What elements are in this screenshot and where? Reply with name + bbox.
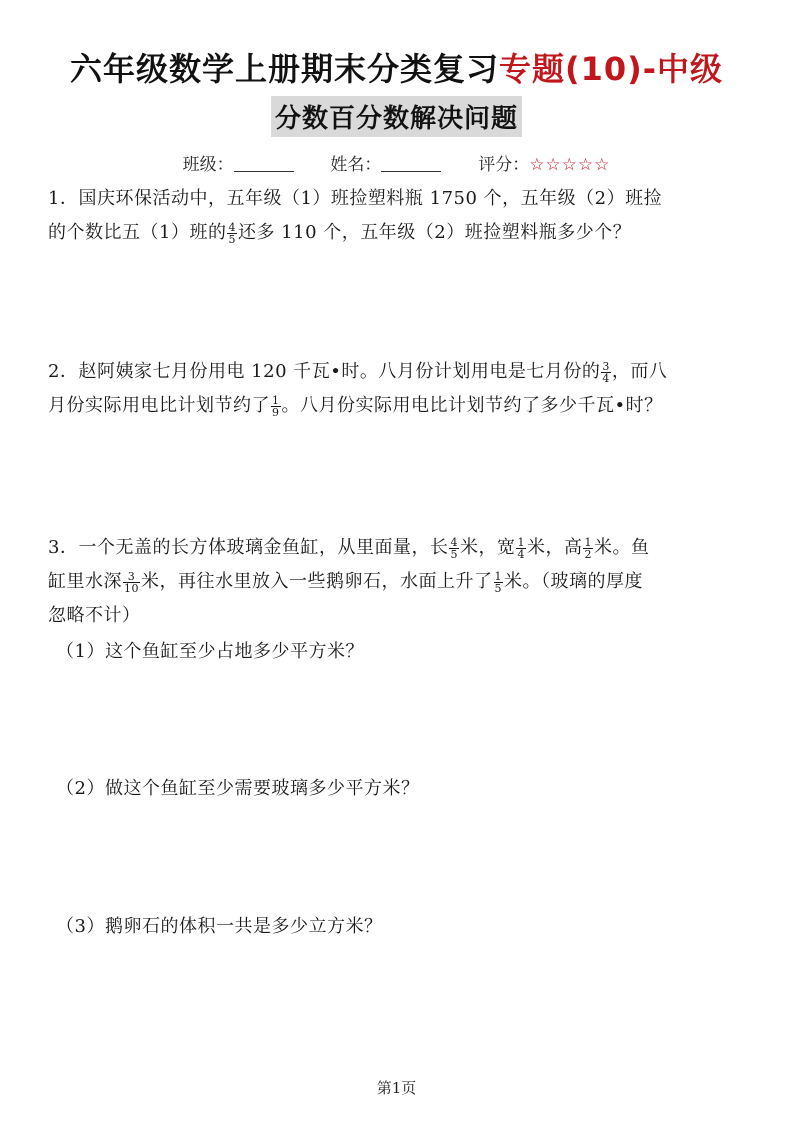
fraction-numerator: 1	[584, 535, 592, 549]
page-title	[0, 44, 793, 90]
class-blank	[234, 157, 294, 172]
question-2	[48, 355, 748, 423]
fraction-denominator: 2	[584, 547, 592, 561]
fraction	[227, 222, 237, 245]
fraction-denominator: 4	[517, 547, 525, 561]
q2-text-b: ，而八	[611, 361, 668, 382]
fraction-numerator: 1	[494, 569, 502, 583]
fraction-denominator: 5	[228, 232, 236, 246]
question-2-line-2	[48, 389, 748, 423]
question-3-part-2: （2）做这个鱼缸至少需要玻璃多少平方米？	[56, 778, 420, 799]
fraction-denominator: 9	[272, 405, 280, 419]
title-accent: 专题(10)-中级	[498, 50, 724, 88]
q3-text-d: 米。鱼	[593, 537, 650, 558]
question-2-line-1	[48, 355, 748, 389]
question-3-line-2	[48, 565, 748, 599]
title-main: 六年级数学上册期末分类复习	[69, 50, 499, 88]
fraction	[583, 537, 593, 560]
fraction	[516, 537, 526, 560]
question-1	[48, 182, 748, 250]
fraction	[271, 395, 281, 418]
q2-text-a: 2．赵阿姨家七月份用电 120 千瓦•时。八月份计划用电是七月份的	[48, 361, 601, 382]
name-blank	[381, 157, 441, 172]
q2-text-d: 。八月份实际用电比计划节约了多少千瓦•时？	[281, 395, 663, 416]
q3-text-g: 米。（玻璃的厚度	[504, 571, 643, 592]
q2-text-c: 月份实际用电比计划节约了	[48, 395, 270, 416]
student-info-line	[0, 150, 793, 175]
score-label: 评分：	[478, 155, 530, 175]
fraction	[601, 361, 611, 384]
fraction-denominator: 4	[602, 371, 610, 385]
question-3	[48, 531, 748, 633]
question-1-line-2	[48, 216, 748, 250]
question-3-line-1	[48, 531, 748, 565]
q3-text-f: 米，再往水里放入一些鹅卵石，水面上升了	[141, 571, 493, 592]
question-3-part-3: （3）鹅卵石的体积一共是多少立方米？	[56, 916, 383, 937]
question-3-line-3: 忽略不计）	[48, 605, 141, 626]
question-3-part-1: （1）这个鱼缸至少占地多少平方米？	[56, 641, 364, 662]
fraction-numerator: 3	[602, 359, 610, 373]
subtitle-row	[0, 96, 793, 137]
q3-text-e: 缸里水深	[48, 571, 122, 592]
fraction-denominator: 5	[494, 581, 502, 595]
fraction	[449, 537, 459, 560]
fraction-numerator: 1	[272, 393, 280, 407]
fraction-numerator: 4	[228, 220, 236, 234]
fraction	[123, 571, 140, 594]
q1-text-b: 还多 110 个，五年级（2）班捡塑料瓶多少个？	[237, 222, 632, 243]
page-subtitle: 分数百分数解决问题	[271, 96, 522, 137]
name-label: 姓名：	[330, 155, 382, 175]
q1-text-a: 的个数比五（1）班的	[48, 222, 227, 243]
fraction-denominator: 10	[124, 581, 139, 595]
class-label: 班级：	[182, 155, 234, 175]
page-number: 第1页	[376, 1079, 417, 1097]
fraction-denominator: 5	[450, 547, 458, 561]
fraction	[494, 571, 504, 594]
fraction-numerator: 3	[127, 569, 136, 583]
fraction-numerator: 1	[517, 535, 525, 549]
score-stars-icon: ☆☆☆☆☆	[529, 155, 611, 175]
fraction-numerator: 4	[450, 535, 458, 549]
q3-text-c: 米，高	[526, 537, 583, 558]
q3-text-b: 米，宽	[459, 537, 516, 558]
question-1-line-1: 1．国庆环保活动中，五年级（1）班捡塑料瓶 1750 个，五年级（2）班捡	[48, 188, 663, 209]
q3-text-a: 3．一个无盖的长方体玻璃金鱼缸，从里面量，长	[48, 537, 449, 558]
